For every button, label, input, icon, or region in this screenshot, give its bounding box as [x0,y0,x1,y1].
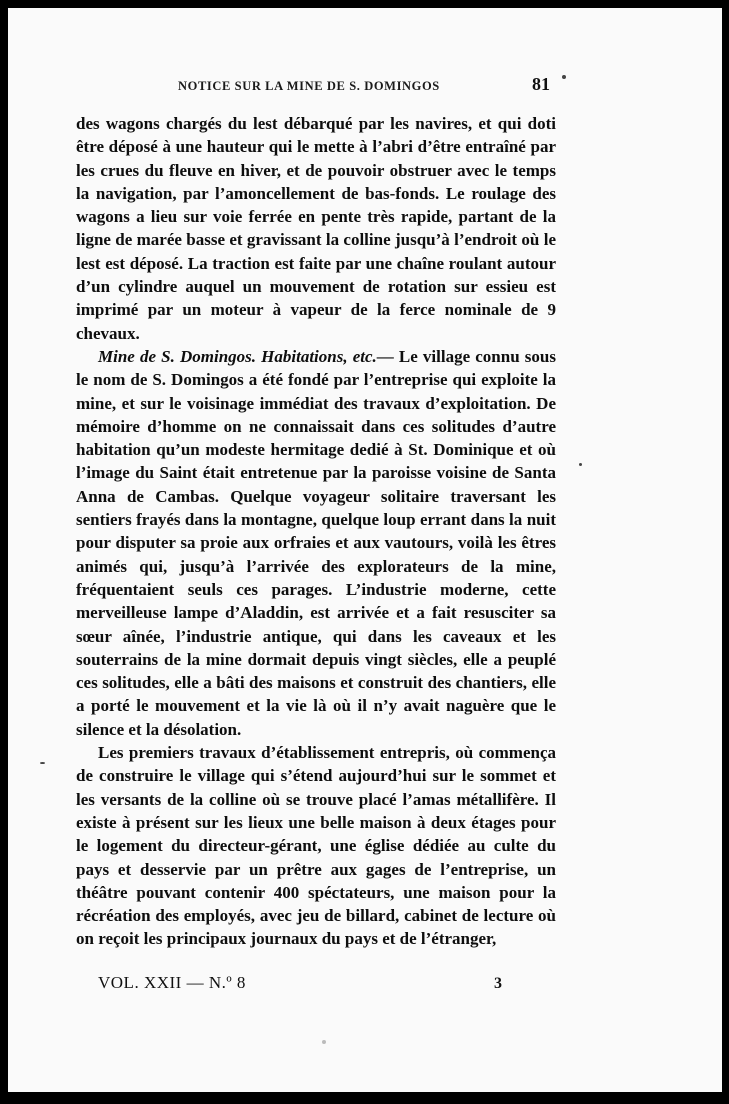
page-number: 81 [532,74,550,94]
paragraph-1: des wagons chargés du lest débarqué par les navires, et qui doti être déposé à une hauteur qui le mette à l’abri d’être entraîné par les crues du fleuve en hiver, et de pouvoir obstruer avec le temps la navigation, par l’amoncellement de bas-fonds. Le roulage des wagons a lieu sur voie ferrée en pente très rapide, partant de la ligne de marée basse et gravissant la colline jusqu’à l’endroit où le lest est déposé. La traction est faite par une chaîne roulant autour d’un cylindre auquel un mouvement de rotation sur essieu est imprimé par un moteur à vapeur de la ferce nominale de 9 chevaux. [76,114,556,343]
ink-speck [579,463,582,466]
running-title: NOTICE SUR LA MINE DE S. DOMINGOS [178,79,440,93]
sheet-number: 3 [494,975,502,992]
body-text [76,112,556,951]
paragraph-3: Les premiers travaux d’établissement entrepris, où commença de construire le village qui s’étend aujourd’hui sur le sommet et les versants de la colline où se trouve placé l’amas métallifère. Il existe à présent sur les lieux une belle maison à deux étages pour le logement du directeur-gérant, une église dédiée au culte du pays et desservie par un prêtre aux gages de l’entreprise, un théâtre pouvant contenir 400 spéctateurs, une maison pour la récréation des employés, avec jeu de billard, cabinet de lecture où on reçoit les principaux journaux du pays et de l’étranger, [76,743,556,949]
ink-speck [562,75,566,79]
ink-speck [40,762,45,764]
ink-speck [322,1040,326,1044]
page-header [74,74,560,98]
page-footer [98,973,558,999]
section-heading: Mine de S. Domingos. Habitations, etc. [98,346,377,366]
volume-signature: VOL. XXII — N.º 8 [98,973,246,992]
paragraph-2 [76,345,556,741]
paragraph-2-text: — Le village connu sous le nom de S. Domingos a été fondé par l’entreprise qui exploite la mine, et sur le voisinage immédiat des travaux d’exploitation. De mémoire d’homme on ne connaissait dans ces solitudes d’autre habitation qu’un modeste hermitage dedié à St. Dominique et où l’image du Saint était entretenue par la paroisse voisine de Santa Anna de Cambas. Quelque voyageur solitaire traversant les sentiers frayés dans la montagne, quelque loup errant dans la nuit pour disputer sa proie aux orfraies et aux vautours, voilà les êtres animés qui, jusqu’à l’arrivée des explorateurs de la mine, fréquentaient seuls ces parages. L’industrie moderne, cette merveilleuse lampe d’Aladdin, est arrivée et a fait resusciter sa sœur aînée, l’industrie antique, qui dans les caveaux et les souterrains de la mine dormait depuis vingt siècles, elle a peuplé ces solitudes, elle a bâti des maisons et construit des chantiers, elle a porté le mouvement et la vie là où il n’y avait naguère que le silence et la désolation. [76,346,556,739]
